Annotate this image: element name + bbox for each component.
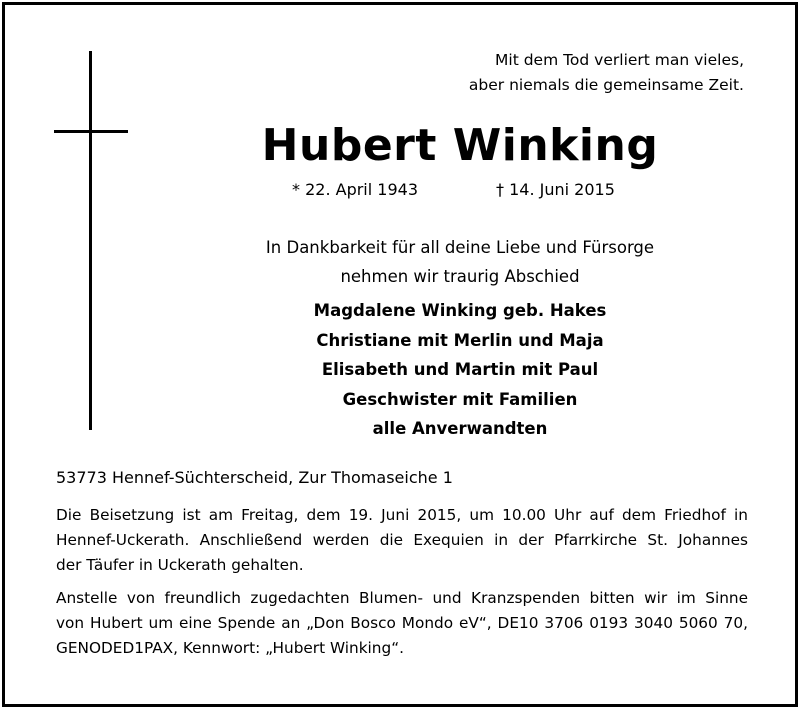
farewell-intro xyxy=(160,233,760,291)
mourner-item: Elisabeth und Martin mit Paul xyxy=(321,360,599,379)
motto-line-1: Mit dem Tod verliert man vieles, xyxy=(495,51,744,69)
mourner-item: Christiane mit Merlin und Maja xyxy=(316,330,604,350)
funeral-details xyxy=(56,503,748,578)
birth-date: * 22. April 1943 xyxy=(292,180,418,199)
cross-vertical-bar xyxy=(89,51,92,430)
mourners-list xyxy=(160,296,760,444)
donation-line-1: Anstelle von freundlich zugedachten Blumen- und Kranzspenden bitten wir im Sinne xyxy=(56,589,748,607)
motto-line-2: aber niemals die gemeinsame Zeit. xyxy=(468,76,744,94)
intro-line-2: nehmen wir traurig Abschied xyxy=(340,267,580,286)
motto-quote xyxy=(440,48,744,98)
mourner-item: Magdalene Winking geb. Hakes xyxy=(313,301,607,320)
funeral-line-2: Hennef-Uckerath. Anschließend werden die Exequien in der Pfarrkirche St. Johannes xyxy=(56,531,748,549)
donation-line-2: von Hubert um eine Spende an „Don Bosco Mondo eV“, DE10 3706 0193 3040 5060 70, xyxy=(56,614,748,632)
family-address: 53773 Hennef-Süchterscheid, Zur Thomaseiche 1 xyxy=(56,468,453,487)
donation-request xyxy=(56,586,748,661)
donation-line-3: GENODED1PAX, Kennwort: „Hubert Winking“. xyxy=(56,639,404,657)
intro-line-1: In Dankbarkeit für all deine Liebe und Fürsorge xyxy=(265,238,655,257)
cross-horizontal-bar xyxy=(54,130,128,133)
death-date: † 14. Juni 2015 xyxy=(496,180,615,199)
mourner-item: Geschwister mit Familien xyxy=(342,389,578,409)
funeral-line-1: Die Beisetzung ist am Freitag, dem 19. Juni 2015, um 10.00 Uhr auf dem Friedhof in xyxy=(56,506,748,524)
deceased-name: Hubert Winking xyxy=(261,120,659,171)
funeral-line-3: der Täufer in Uckerath gehalten. xyxy=(56,556,304,574)
mourner-item: alle Anverwandten xyxy=(372,419,548,438)
